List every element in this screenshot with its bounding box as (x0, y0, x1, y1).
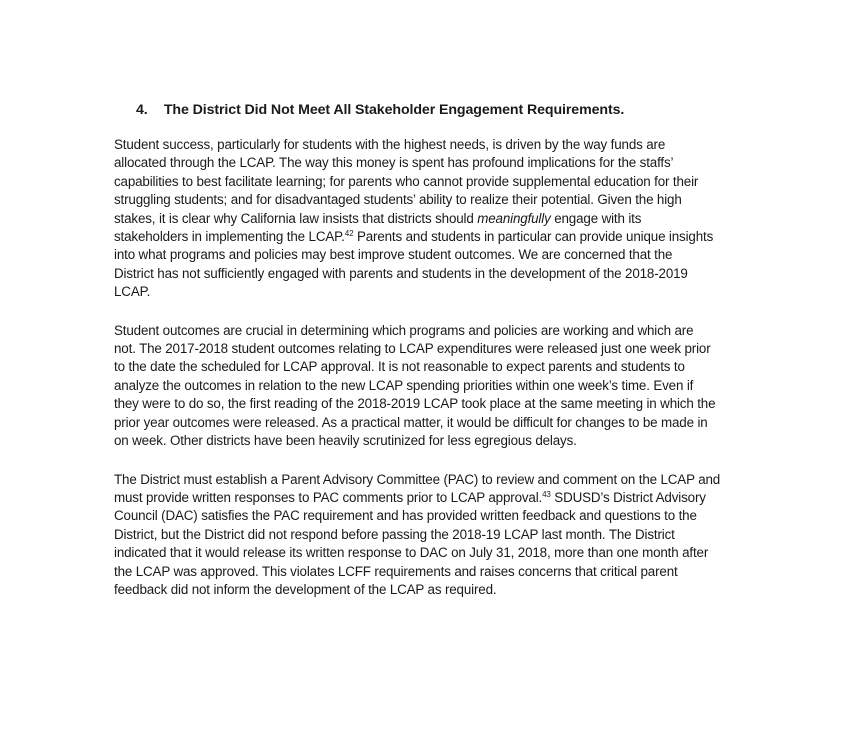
section-title: The District Did Not Meet All Stakeholder Engagement Requirements. (163, 102, 625, 118)
text-line: allocated through the LCAP. The way this money is spent has profound implications for the staffs’ (114, 155, 674, 171)
section-heading (136, 100, 744, 120)
text-line (114, 210, 744, 228)
text-fragment: Parents and students in particular can provide unique insights (353, 229, 714, 245)
paragraph-stakeholder-importance (114, 136, 744, 302)
text-line: capabilities to best facilitate learning; for parents who cannot provide supplemental education for their (114, 173, 699, 189)
paragraph-parent-advisory-committee (114, 471, 744, 600)
footnote-ref-42[interactable]: 42 (344, 229, 354, 239)
text-line: Student success, particularly for students with the highest needs, is driven by the way funds are (114, 137, 666, 152)
text-line: prior year outcomes were released. As a practical matter, it would be difficult for changes to be made in (114, 414, 708, 430)
text-line: into what programs and policies may best improve student outcomes. We are concerned that the (114, 247, 673, 263)
text-line: on week. Other districts have been heavily scrutinized for less egregious delays. (114, 433, 577, 449)
text-fragment: SDUSD’s District Advisory (550, 489, 706, 505)
text-line: feedback did not inform the development of the LCAP as required. (114, 581, 497, 597)
text-fragment: must provide written responses to PAC comments prior to LCAP approval. (114, 489, 543, 505)
text-line (114, 489, 744, 507)
text-line: The District must establish a Parent Advisory Committee (PAC) to review and comment on the LCAP and (114, 471, 721, 487)
text-line: LCAP. (114, 284, 151, 300)
text-fragment: stakes, it is clear why California law insists that districts should (114, 210, 478, 226)
text-line: indicated that it would release its written response to DAC on July 31, 2018, more than one month after (114, 545, 709, 561)
footnote-ref-43[interactable]: 43 (542, 489, 551, 499)
section-number: 4. (136, 102, 148, 118)
text-line (114, 228, 744, 246)
text-fragment: stakeholders in implementing the LCAP. (114, 229, 345, 245)
document-page (114, 100, 744, 619)
text-line: District, but the District did not respond before passing the 2018-19 LCAP last month. The District (114, 526, 675, 542)
emphasis-meaningfully: meaningfully (477, 210, 551, 226)
text-line: to the date the scheduled for LCAP approval. It is not reasonable to expect parents and students to (114, 359, 685, 375)
text-line: Student outcomes are crucial in determining which programs and policies are working and which are (114, 322, 694, 338)
text-fragment: engage with its (550, 210, 642, 226)
text-line: not. The 2017-2018 student outcomes relating to LCAP expenditures were released just one week prior (114, 341, 711, 357)
text-line: analyze the outcomes in relation to the new LCAP spending priorities within one week’s time. Even if (114, 377, 694, 393)
text-line: struggling students; and for disadvantaged students’ ability to realize their potential. Given the high (114, 192, 682, 208)
text-line: District has not sufficiently engaged with parents and students in the development of the 2018-2019 (114, 265, 688, 281)
text-line: the LCAP was approved. This violates LCFF requirements and raises concerns that critical parent (114, 563, 678, 579)
text-line: they were to do so, the first reading of the 2018-2019 LCAP took place at the same meeting in which the (114, 396, 716, 412)
paragraph-student-outcomes (114, 322, 744, 451)
text-line: Council (DAC) satisfies the PAC requirement and has provided written feedback and questions to the (114, 508, 697, 524)
